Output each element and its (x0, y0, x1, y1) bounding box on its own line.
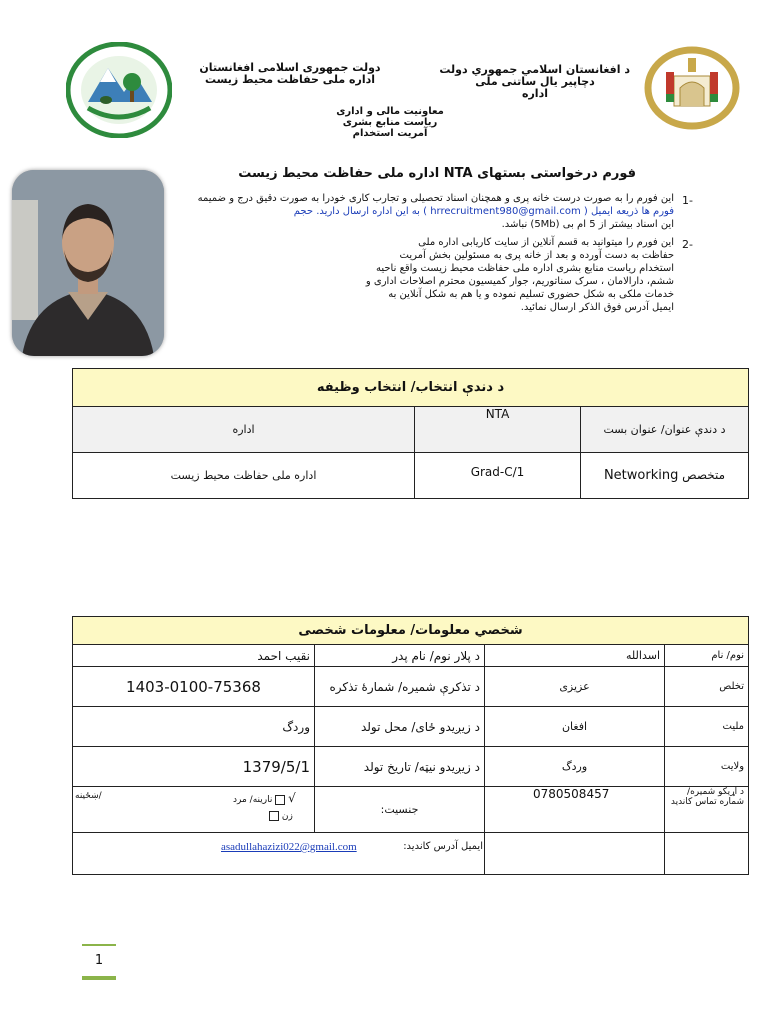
nepa-logo (66, 42, 172, 138)
gender-female-option[interactable] (269, 811, 293, 822)
header-left-line-1: دولت جمهوری اسلامی افغانستان (199, 61, 381, 74)
gender-female-checkbox[interactable] (269, 811, 279, 821)
gender-male-label: نارینه/ مرد (233, 795, 273, 805)
grade-value: Grad-C/1 (415, 453, 581, 499)
job-title-value (581, 453, 749, 499)
job-title-en: Networking (603, 468, 679, 483)
instruction-number-1: 1- (682, 194, 693, 207)
instruction-2 (176, 236, 674, 314)
grade-column-label: NTA (415, 407, 581, 453)
job-selection-table (72, 368, 749, 499)
gender-female-label: زن (281, 811, 293, 822)
applicant-photo (12, 170, 164, 356)
header-center-line-2: ریاست منابع بشری (342, 117, 438, 128)
gender-male-checkmark: √ (288, 791, 296, 805)
instruction-2-line-5: خدمات ملکی به شکل حضوری تسلیم نموده و یا هم به شکل آنلاین به (388, 289, 674, 300)
gender-male-checkbox[interactable] (275, 795, 285, 805)
last-name-label: تخلص (665, 667, 749, 707)
gender-options (73, 787, 315, 833)
first-name-value: اسدالله (485, 645, 665, 667)
email-link[interactable]: asadullahazizi022@gmail.com (221, 841, 357, 853)
header-right-line-3: اداره (521, 87, 548, 100)
header-right-line-2: دچاپیر یال ساتنی ملی (475, 75, 595, 88)
personal-table-header: شخصي معلومات/ معلومات شخصی (73, 617, 749, 645)
email-row (73, 833, 485, 875)
instruction-2-line-3: استخدام ریاست منابع بشری اداره ملی حفاظت محیط زیست واقع ناحیه (376, 263, 674, 274)
gender-male-option[interactable] (233, 791, 313, 805)
job-title-fa: متخصص (682, 468, 726, 482)
personal-info-table (72, 616, 749, 875)
birthdate-value: 1379/5/1 (73, 747, 315, 787)
email-row-empty-cell-2 (665, 833, 749, 875)
father-name-label: د پلار نوم/ نام پدر (315, 645, 485, 667)
header-right-line-1: د افغانستان اسلامي جمهوري دولت (439, 63, 630, 76)
header-left-block (190, 62, 390, 86)
agency-value: اداره ملی حفاظت محیط زیست (73, 453, 415, 499)
job-table-header: د دندې انتخاب/ انتخاب وظیفه (73, 369, 749, 407)
header-center-line-3: آمریت استخدام (352, 128, 428, 139)
page-number: 1 (82, 944, 116, 980)
last-name-value: عزیزی (485, 667, 665, 707)
first-name-label: نوم/ نام (665, 645, 749, 667)
instruction-1-line-2: فورم ها ذریعه ایمیل ( hrrecruitment980@gmail.com ) به این اداره ارسال دارید. حجم (293, 206, 674, 217)
instruction-1-line-1: این فورم را به صورت درست خانه پری و همچنان اسناد تحصیلی و تجارب کاری خودرا به صورت دقیق درج و ضمیمه (197, 193, 674, 204)
phone-label: د اړیکو شمیره/ شماره تماس کاندید (665, 787, 749, 833)
instruction-2-line-4: ششم، دارالامان ، سرک سناتوریم، جوار کمیسیون محترم اصلاحات اداری و (365, 276, 674, 287)
nationality-label: ملیت (665, 707, 749, 747)
nationality-value: افغان (485, 707, 665, 747)
province-label: ولایت (665, 747, 749, 787)
father-name-value: نقیب احمد (73, 645, 315, 667)
birthplace-label: د زیږیدو ځای/ محل تولد (315, 707, 485, 747)
title-column-label: د دندې عنوان/ عنوان بست (581, 407, 749, 453)
email-row-empty-cell (485, 833, 665, 875)
afghanistan-emblem (644, 46, 740, 130)
header-center-block (320, 106, 460, 139)
header-left-line-2: اداره ملی حفاظت محیط زیست (204, 73, 376, 86)
email-label: ایمیل آدرس کاندید: (403, 841, 483, 852)
gender-label: جنسیت: (315, 787, 485, 833)
instruction-number-2: 2- (682, 238, 693, 251)
gender-extra-label: ښځینه/ (75, 791, 102, 801)
form-title: فورم درخواستی بستهای NTA اداره ملی حفاظت محیط زیست (238, 166, 636, 181)
phone-value: 0780508457 (485, 787, 665, 833)
birthdate-label: د زیږیدو نیټه/ تاریخ تولد (315, 747, 485, 787)
header-right-block (440, 64, 630, 100)
instruction-1 (176, 192, 674, 231)
instruction-2-line-2: حفاظت به دست آورده و بعد از خانه پری به مسئولین بخش آمریت (399, 250, 674, 261)
tazkira-number-label: د تذکرې شمیره/ شمارۀ تذکره (315, 667, 485, 707)
instruction-2-line-6: ایمیل آدرس فوق الذکر ارسال نمائید. (520, 302, 674, 313)
agency-column-label: اداره (73, 407, 415, 453)
instruction-2-line-1: این فورم را میتوانید به قسم آنلاین از سایت کاریابی اداره ملی (418, 237, 674, 248)
instruction-1-line-3: این اسناد بیشتر از 5 ام بی (5Mb) نباشد. (501, 219, 674, 230)
header-center-line-1: معاونیت مالی و اداری (336, 106, 444, 117)
tazkira-number-value: 1403-0100-75368 (73, 667, 315, 707)
birthplace-value: وردگ (73, 707, 315, 747)
province-value: وردگ (485, 747, 665, 787)
